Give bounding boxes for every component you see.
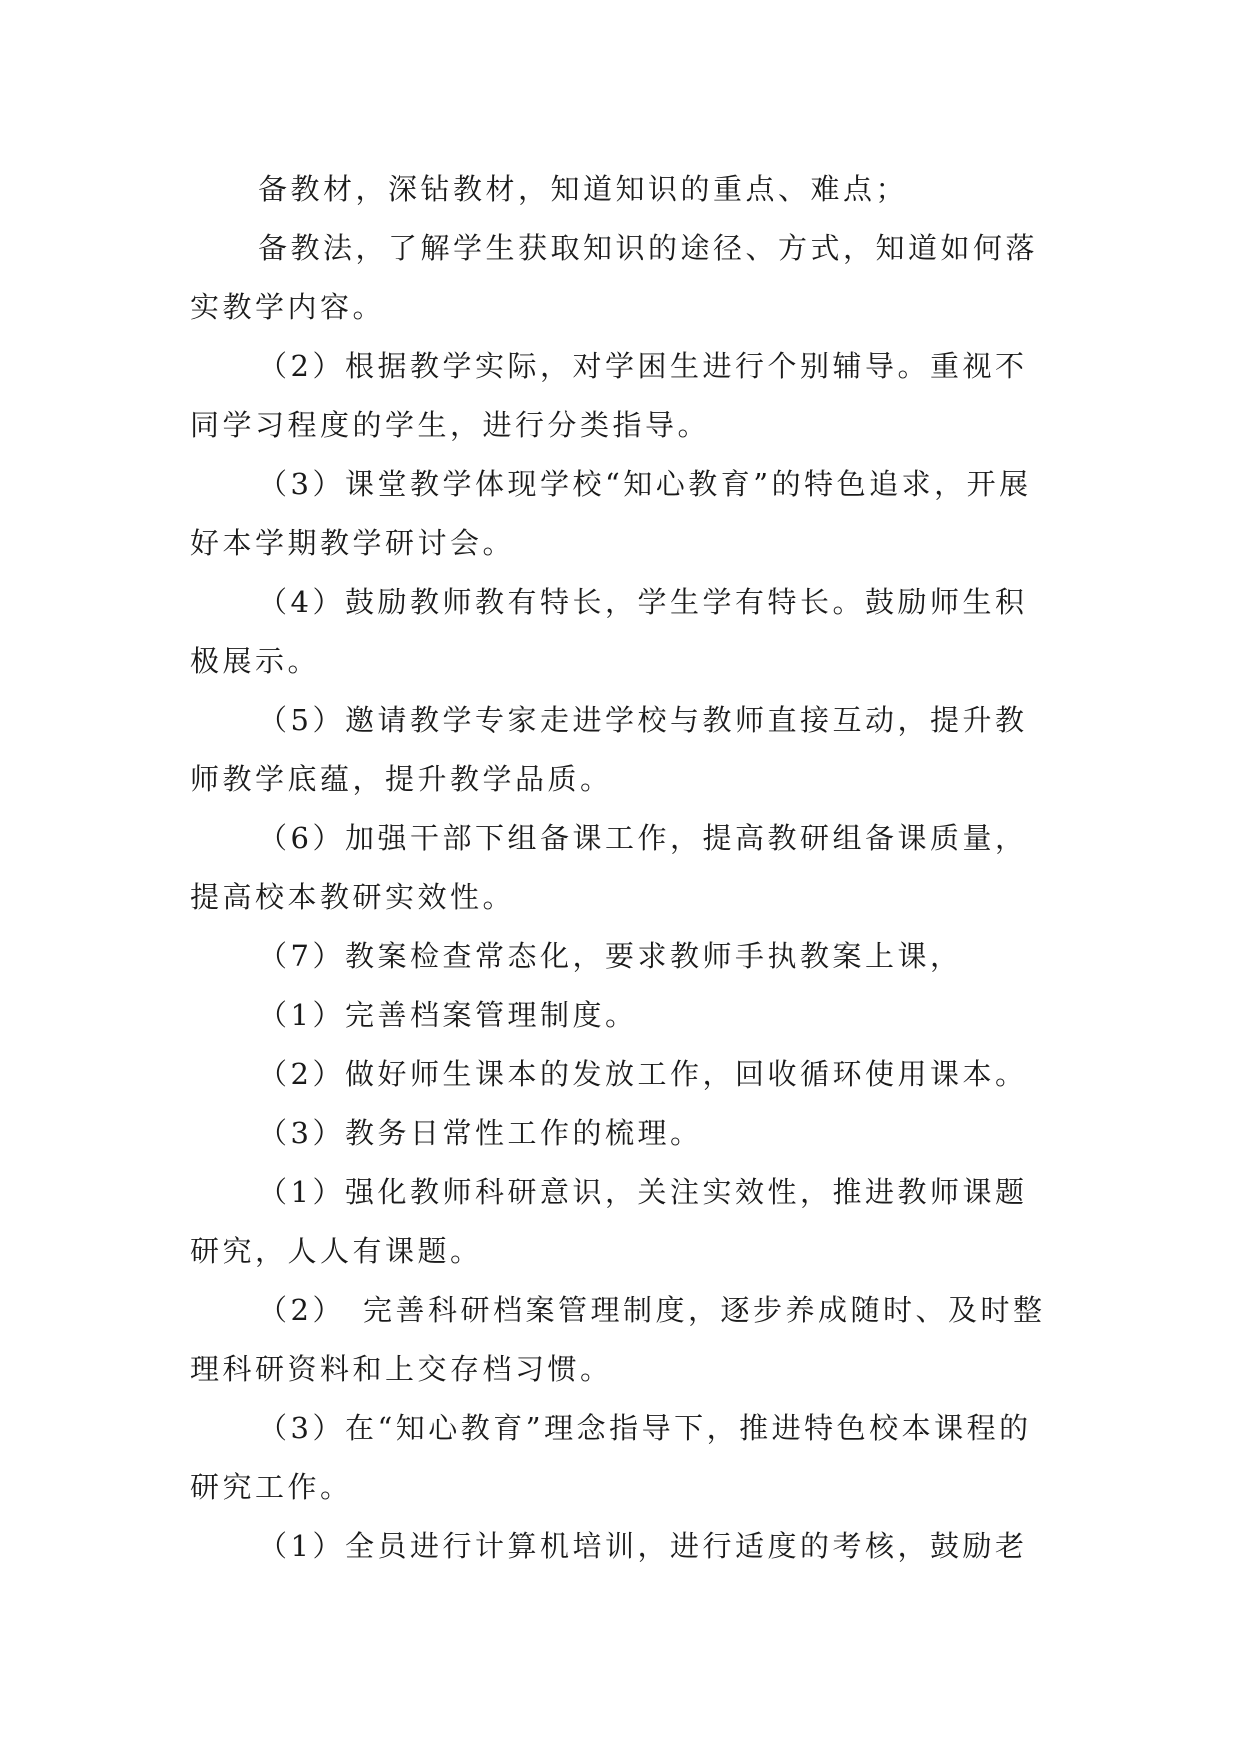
paragraph: （2）根据教学实际，对学困生进行个别辅导。重视不同学习程度的学生，进行分类指导。	[190, 349, 1028, 442]
paragraph: （3）教务日常性工作的梳理。	[258, 1116, 703, 1150]
paragraph: （3）在“知心教育”理念指导下，推进特色校本课程的研究工作。	[190, 1411, 1032, 1504]
paragraph: （2） 完善科研档案管理制度，逐步养成随时、及时整理科研资料和上交存档习惯。	[190, 1293, 1046, 1386]
paragraph: （4）鼓励教师教有特长，学生学有特长。鼓励师生积极展示。	[190, 585, 1028, 678]
paragraph: （2）做好师生课本的发放工作，回收循环使用课本。	[258, 1057, 1028, 1091]
paragraph: （1）全员进行计算机培训，进行适度的考核，鼓励老	[258, 1529, 1028, 1563]
paragraph: （5）邀请教学专家走进学校与教师直接互动，提升教师教学底蕴，提升教学品质。	[190, 703, 1028, 796]
paragraph: （1）完善档案管理制度。	[258, 998, 638, 1032]
paragraph: （6）加强干部下组备课工作，提高教研组备课质量，提高校本教研实效性。	[190, 821, 1028, 914]
paragraph: （1）强化教师科研意识，关注实效性，推进教师课题研究，人人有课题。	[190, 1175, 1028, 1268]
paragraph: （3）课堂教学体现学校“知心教育”的特色追求，开展好本学期教学研讨会。	[190, 467, 1032, 560]
paragraph: 备教法，了解学生获取知识的途径、方式，知道如何落实教学内容。	[190, 231, 1039, 324]
paragraph: （7）教案检查常态化，要求教师手执教案上课，	[258, 939, 963, 973]
document-body	[190, 160, 1050, 1576]
paragraph: 备教材，深钻教材，知道知识的重点、难点；	[258, 172, 909, 206]
